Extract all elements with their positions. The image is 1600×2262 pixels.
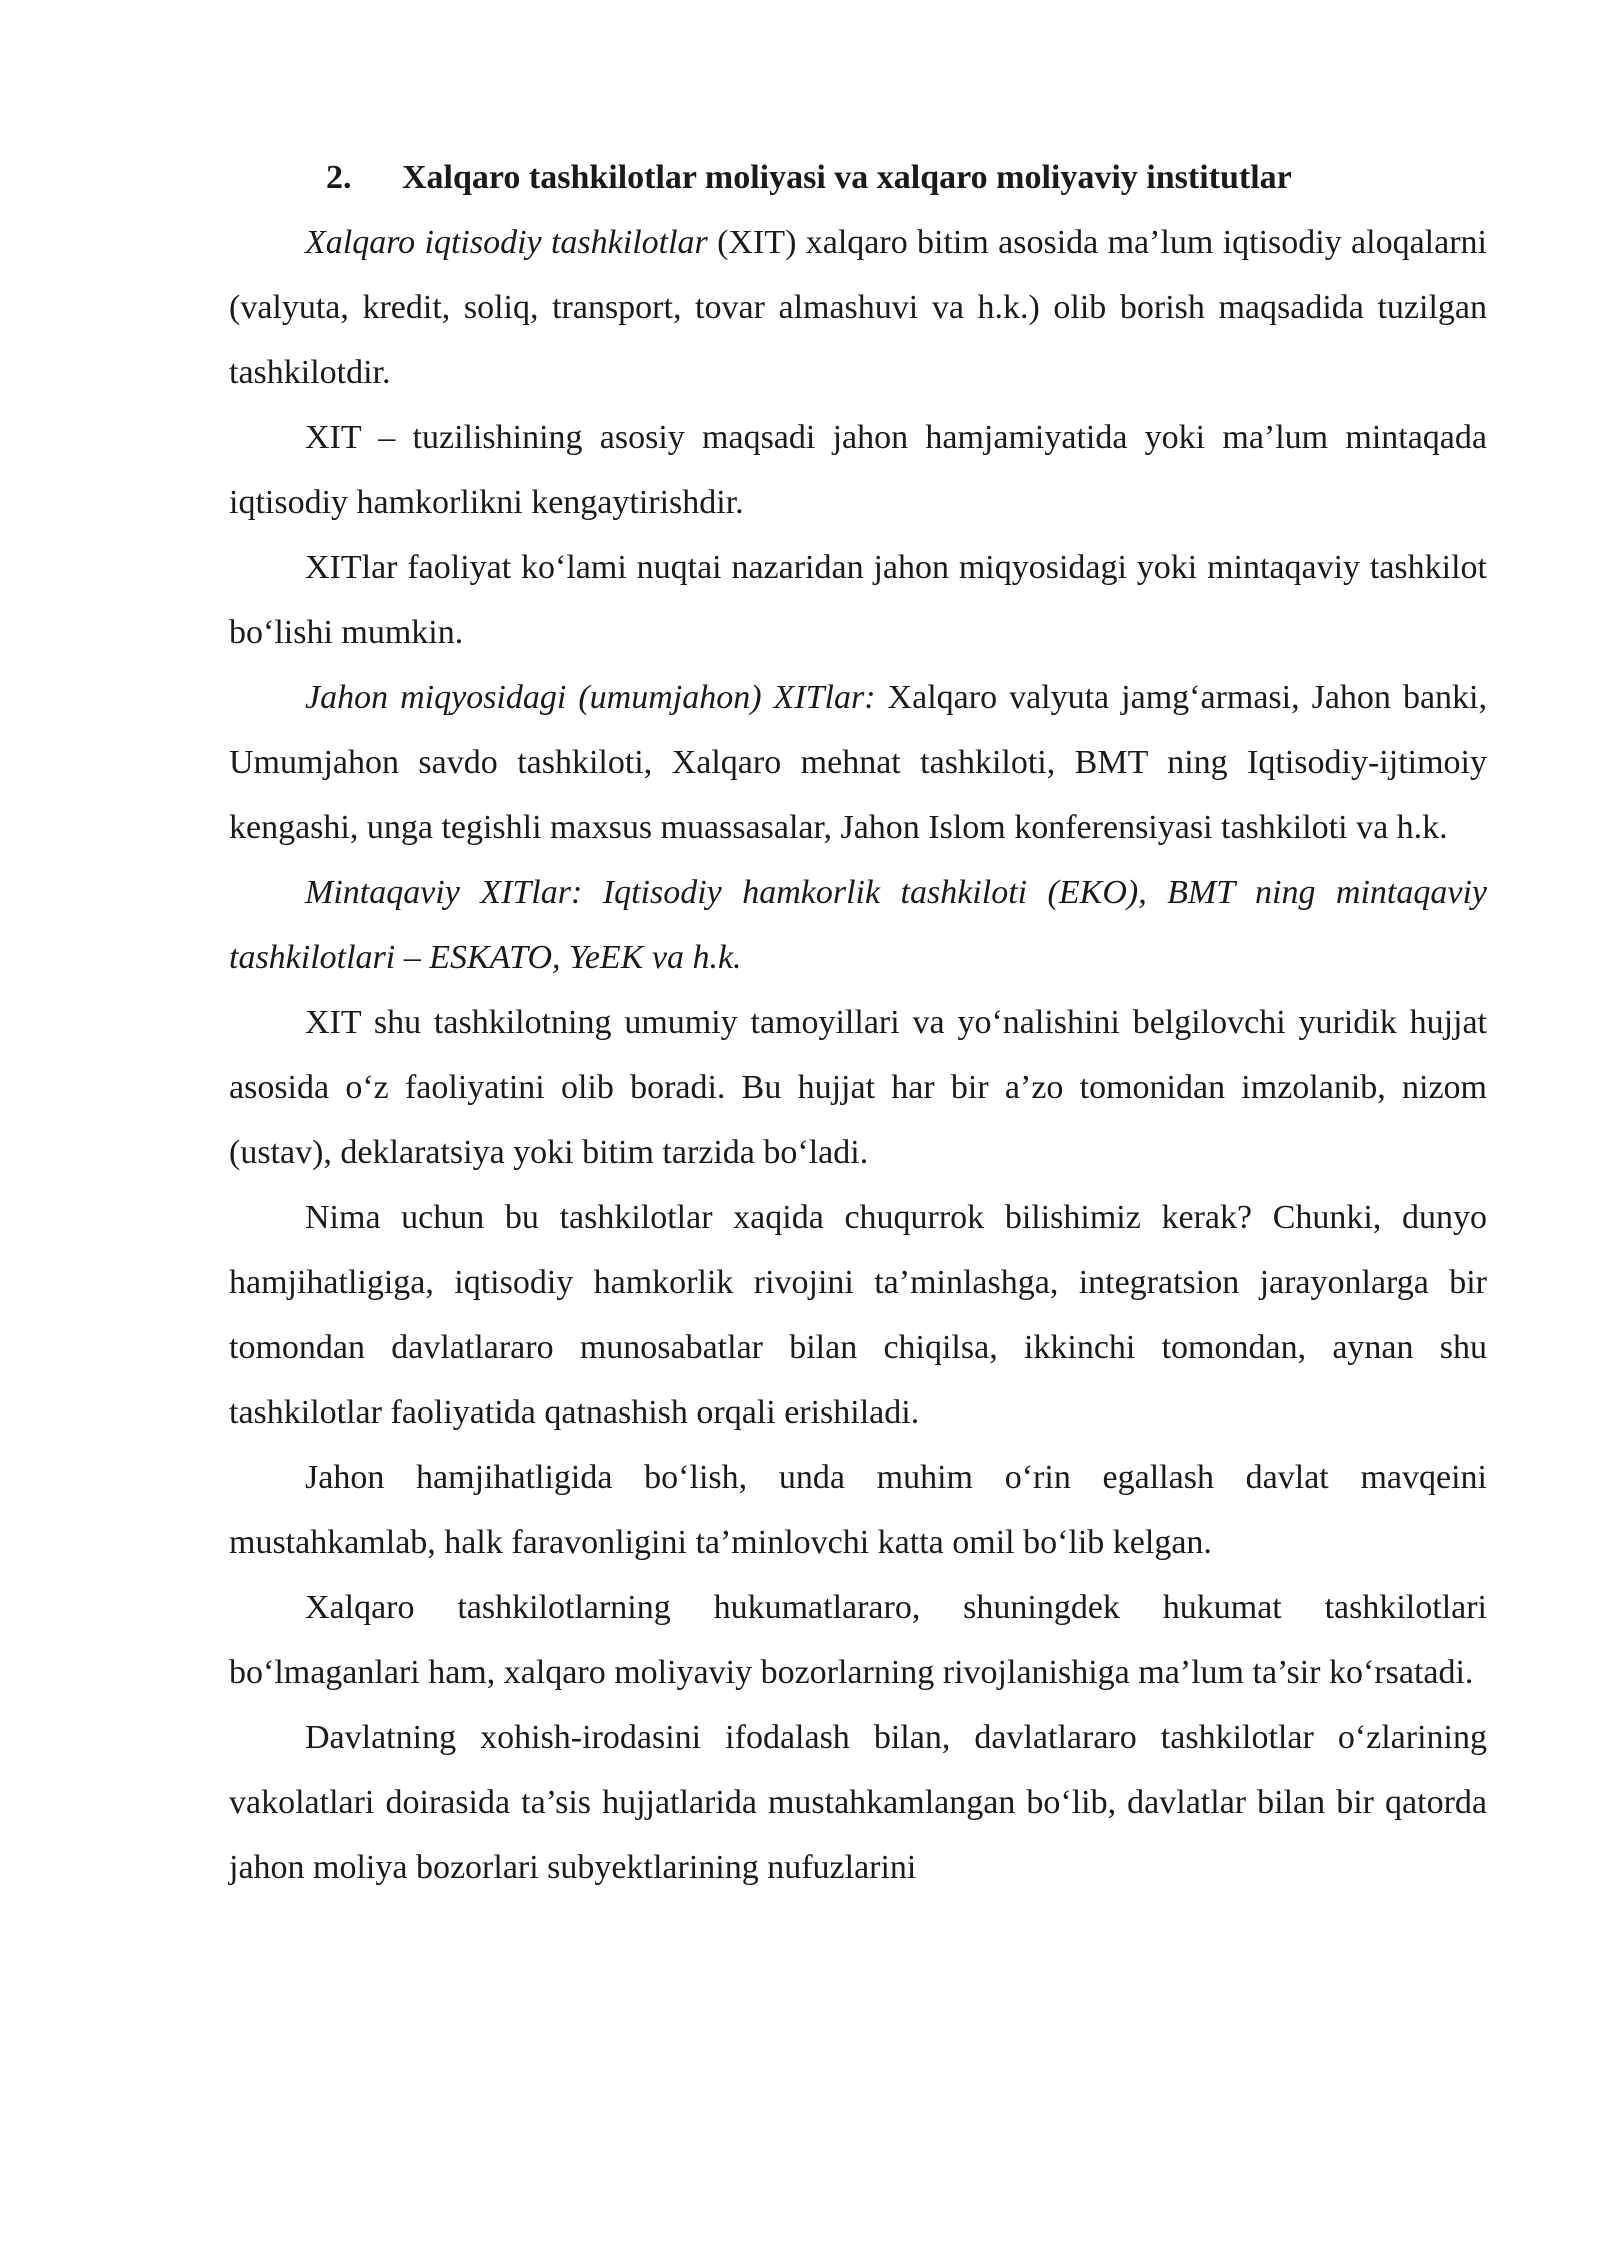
paragraph-7 bbox=[229, 1185, 1487, 1445]
paragraph-6 bbox=[229, 990, 1487, 1185]
paragraph-2-text: XIT – tuzilishining asosiy maqsadi jahon hamjamiyatida yoki ma’lum mintaqada iqtisodiy hamkorlikni kengaytirishdir. bbox=[229, 419, 1487, 521]
paragraph-8 bbox=[229, 1445, 1487, 1575]
paragraph-1-italic-term: Xalqaro iqtisodiy tashkilotlar bbox=[305, 224, 708, 261]
paragraph-9-text: Xalqaro tashkilotlarning hukumatlararo, shuningdek hukumat tashkilotlari bo‘lmaganlari ham, xalqaro moliyaviy bozorlarning rivojlanishiga ma’lum ta’sir ko‘rsatadi. bbox=[229, 1589, 1487, 1691]
section-title: Xalqaro tashkilotlar moliyasi va xalqaro moliyaviy institutlar bbox=[402, 159, 1292, 196]
paragraph-3-text: XITlar faoliyat ko‘lami nuqtai nazaridan jahon miqyosidagi yoki mintaqaviy tashkilot bo‘lishi mumkin. bbox=[229, 549, 1487, 651]
section-number: 2. bbox=[326, 159, 352, 196]
paragraph-8-text: Jahon hamjihatligida bo‘lish, unda muhim o‘rin egallash davlat mavqeini mustahkamlab, halk faravonligini ta’minlovchi katta omil bo‘lib kelgan. bbox=[229, 1459, 1487, 1561]
paragraph-3 bbox=[229, 535, 1487, 665]
paragraph-4 bbox=[229, 665, 1487, 860]
paragraph-4-text: Xalqaro valyuta jamg‘armasi, Jahon banki, Umumjahon savdo tashkiloti, Xalqaro mehnat tashkiloti, BMT ning Iqtisodiy-ijtimoiy kengashi, unga tegishli maxsus muassasalar, Jahon Islom konferensiyasi tashkiloti va h.k. bbox=[229, 679, 1487, 846]
paragraph-7-text: Nima uchun bu tashkilotlar xaqida chuqurrok bilishimiz kerak? Chunki, dunyo hamjihatligiga, iqtisodiy hamkorlik rivojini ta’minlashga, integratsion jarayonlarga bir tomondan davlatlararo munosabatlar bilan chiqilsa, ikkinchi tomondan, aynan shu tashkilotlar faoliyatida qatnashish orqali erishiladi. bbox=[229, 1199, 1487, 1431]
paragraph-2 bbox=[229, 405, 1487, 535]
paragraph-5 bbox=[229, 860, 1487, 990]
paragraph-1 bbox=[229, 210, 1487, 405]
section-heading bbox=[229, 145, 1487, 210]
paragraph-10 bbox=[229, 1705, 1487, 1900]
paragraph-10-text: Davlatning xohish-irodasini ifodalash bilan, davlatlararo tashkilotlar o‘zlarining vakolatlari doirasida ta’sis hujjatlarida mustahkamlangan bo‘lib, davlatlar bilan bir qatorda jahon moliya bozorlari subyektlarining nufuzlarini bbox=[229, 1719, 1487, 1886]
paragraph-4-italic-term: Jahon miqyosidagi (umumjahon) XITlar: bbox=[305, 679, 876, 716]
paragraph-5-italic-text: Mintaqaviy XITlar: Iqtisodiy hamkorlik tashkiloti (EKO), BMT ning mintaqaviy tashkilotlari – ESKATO, YeEK va h.k. bbox=[229, 874, 1487, 976]
paragraph-6-text: XIT shu tashkilotning umumiy tamoyillari va yo‘nalishini belgilovchi yuridik hujjat asosida o‘z faoliyatini olib boradi. Bu hujjat har bir a’zo tomonidan imzolanib, nizom (ustav), deklaratsiya yoki bitim tarzida bo‘ladi. bbox=[229, 1004, 1487, 1171]
paragraph-9 bbox=[229, 1575, 1487, 1705]
document-body bbox=[229, 145, 1487, 1900]
paragraph-1-text: (XIT) xalqaro bitim asosida ma’lum iqtisodiy aloqalarni (valyuta, kredit, soliq, transport, tovar almashuvi va h.k.) olib borish maqsadida tuzilgan tashkilotdir. bbox=[229, 224, 1487, 391]
